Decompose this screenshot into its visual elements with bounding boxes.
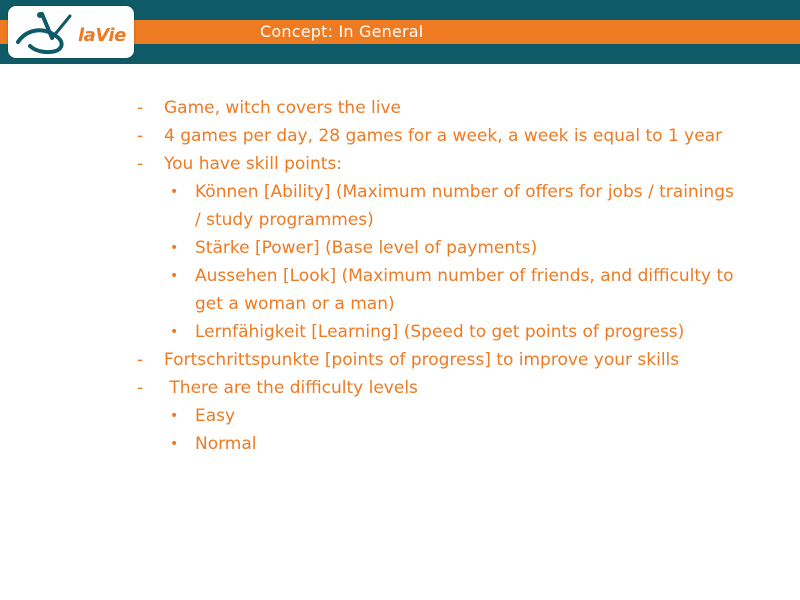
dancer-logo-icon (12, 8, 82, 56)
list-item-text: You have skill points: (164, 154, 343, 174)
bullet-marker: • (170, 324, 179, 340)
dash-marker: - (137, 98, 144, 118)
list-item-text: Fortschrittspunkte [points of progress] to improve your skills (164, 350, 680, 370)
bullet-marker: • (170, 184, 179, 200)
bullet-marker: • (170, 436, 179, 452)
bullet-marker: • (170, 408, 179, 424)
dash-marker: - (137, 126, 144, 146)
list-item-text: Lernfähigkeit [Learning] (Speed to get points of progress) (195, 322, 685, 342)
logo (8, 6, 134, 58)
dash-marker: - (137, 350, 144, 370)
slide-title: Concept: In General (260, 22, 424, 41)
list-item-text: Aussehen [Look] (Maximum number of friends, and difficulty to (195, 266, 734, 286)
list-item-text: There are the difficulty levels (164, 378, 418, 398)
list-item-text: / study programmes) (195, 210, 374, 230)
dash-marker: - (137, 154, 144, 174)
list-item-text: get a woman or a man) (195, 294, 395, 314)
list-item-text: Stärke [Power] (Base level of payments) (195, 238, 538, 258)
list-item-text: 4 games per day, 28 games for a week, a week is equal to 1 year (164, 126, 723, 146)
bullet-marker: • (170, 240, 179, 256)
list-item-text: Easy (195, 406, 236, 426)
logo-text: laVie (78, 25, 126, 46)
list-item-text: Normal (195, 434, 257, 454)
list-item-text: Game, witch covers the live (164, 98, 402, 118)
list-item-text: Können [Ability] (Maximum number of offers for jobs / trainings (195, 182, 734, 202)
bullet-marker: • (170, 268, 179, 284)
dash-marker: - (137, 378, 144, 398)
